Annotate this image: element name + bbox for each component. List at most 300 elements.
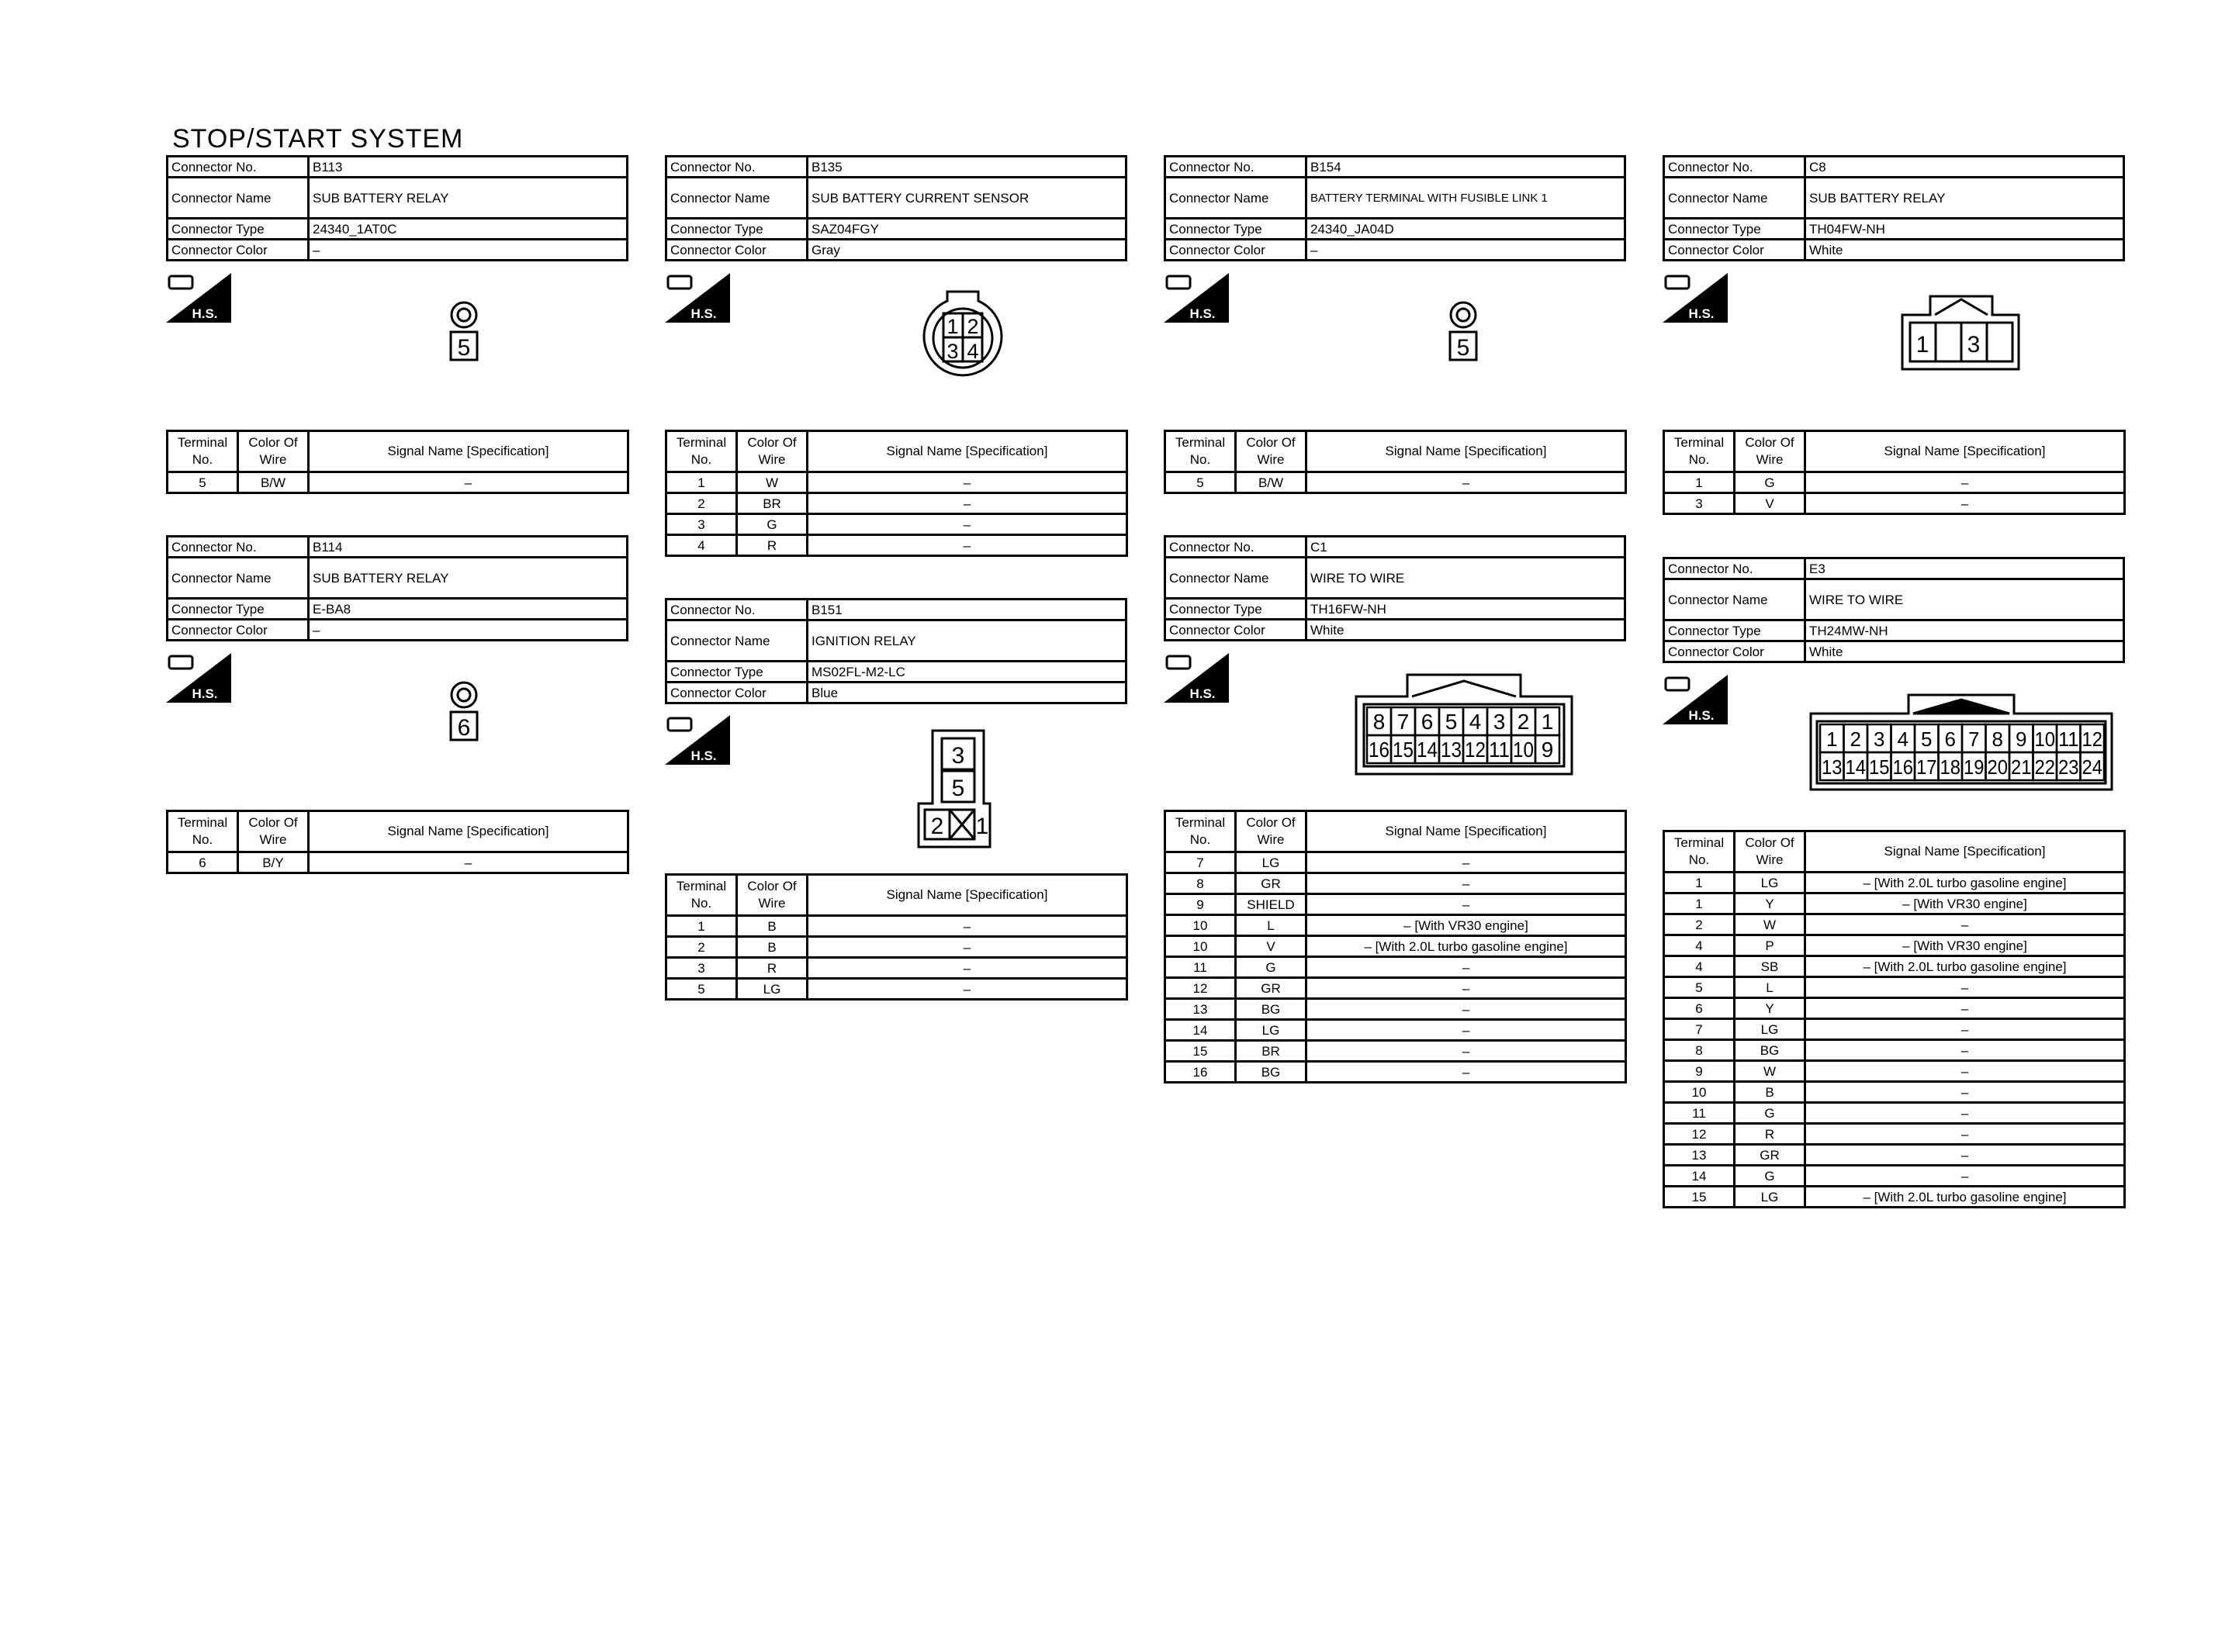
harness-side-icon [665,715,730,765]
table-row [666,514,1127,535]
label-connector-name: Connector Name [666,178,808,219]
pin-label: 8 [1372,710,1386,734]
table-row [1664,873,2125,893]
signal-name: – [808,979,1127,1000]
table-row [1664,1124,2125,1145]
terminal-no: 12 [1165,978,1236,999]
header-signal-name: Signal Name [Specification] [1805,831,2125,873]
connector-no: B114 [309,537,628,558]
pin-label: 15 [1869,755,1890,779]
header-color-of-wire: Color Of Wire [1236,811,1306,852]
connector-color: White [1306,620,1625,641]
harness-side-icon [166,653,231,703]
table-row [1664,1082,2125,1103]
terminal-no: 1 [1664,893,1735,914]
header-color-of-wire: Color Of Wire [1735,431,1805,472]
pin-label: 13 [1441,738,1462,762]
label-connector-no: Connector No. [1664,558,1805,579]
hs-label: H.S. [1189,306,1216,321]
connector-name: SUB BATTERY RELAY [1805,178,2124,219]
connector-color: – [309,620,628,641]
wire-color: G [1236,957,1306,978]
wire-color: SHIELD [1236,894,1306,915]
wire-color: V [1236,936,1306,957]
pin-label: 2 [1517,710,1530,734]
wire-color: G [1735,1166,1805,1187]
wire-color: LG [1735,1019,1805,1040]
wire-color: BG [1236,1062,1306,1083]
pin-label: 16 [1892,755,1913,779]
wire-color: B/Y [238,852,309,873]
signal-name: – [1805,998,2125,1019]
header-color-of-wire: Color Of Wire [737,875,808,916]
table-row [1165,957,1626,978]
hs-label: H.S. [192,686,218,701]
signal-name: – [1306,472,1626,493]
wire-color: LG [1735,1187,1805,1208]
table-row [666,979,1127,1000]
signal-name: – [With 2.0L turbo gasoline engine] [1805,956,2125,977]
signal-name: – [808,937,1127,958]
terminal-no: 1 [666,472,737,493]
connector-color: White [1805,641,2124,662]
signal-name: – [1306,1020,1626,1041]
label-connector-color: Connector Color [168,240,309,261]
wire-color: B [737,916,808,937]
terminal-no: 10 [1664,1082,1735,1103]
signal-name: – [1805,977,2125,998]
table-row [666,937,1127,958]
harness-side-icon [1164,653,1229,703]
wire-color: BG [1236,999,1306,1020]
label-connector-name: Connector Name [1664,579,1805,620]
pin-label: 3 [1967,332,1981,358]
connector-diagram-b113 [447,301,481,363]
harness-side-icon [1663,675,1728,724]
pin-label: 9 [2016,728,2027,751]
connector-type: MS02FL-M2-LC [808,662,1126,683]
header-color-of-wire: Color Of Wire [737,431,808,472]
terminal-no: 4 [1664,935,1735,956]
harness-side-icon [1164,273,1229,323]
terminal-no: 8 [1165,873,1236,894]
terminal-table-b114 [166,810,629,874]
table-row [1165,1041,1626,1062]
signal-name: – [1306,1062,1626,1083]
signal-name: – [1306,957,1626,978]
pin-label: 9 [1541,738,1554,762]
label-connector-no: Connector No. [666,157,808,178]
table-row [1165,936,1626,957]
terminal-no: 5 [1165,472,1236,493]
header-terminal-no: Terminal No. [1165,811,1236,852]
pin-label: 8 [1992,728,2003,751]
table-row [1664,893,2125,914]
signal-name: – [1805,1040,2125,1061]
hs-label: H.S. [1688,708,1715,723]
connector-type: 24340_1AT0C [309,219,628,240]
connector-info-b114 [166,535,628,641]
wire-color: Y [1735,893,1805,914]
pin-label: 5 [1921,728,1933,751]
terminal-no: 14 [1165,1020,1236,1041]
terminal-no: 3 [666,958,737,979]
terminal-table-b151 [665,873,1128,1001]
table-row [1664,1103,2125,1124]
terminal-no: 1 [1664,472,1735,493]
connector-no: B113 [309,157,628,178]
wire-color: B/W [1236,472,1306,493]
wire-color: V [1735,493,1805,514]
terminal-no: 10 [1165,936,1236,957]
wire-color: P [1735,935,1805,956]
terminal-no: 15 [1664,1187,1735,1208]
label-connector-color: Connector Color [1165,620,1306,641]
connector-diagram-c1 [1353,669,1575,777]
terminal-no: 1 [1664,873,1735,893]
wire-color: L [1236,915,1306,936]
connector-info-c1 [1164,535,1626,641]
connector-name: SUB BATTERY RELAY [309,558,628,599]
pin-label: 1 [1541,710,1554,734]
terminal-no: 15 [1165,1041,1236,1062]
connector-name: BATTERY TERMINAL WITH FUSIBLE LINK 1 [1306,178,1625,219]
label-connector-type: Connector Type [168,599,309,620]
signal-name: – [808,535,1127,556]
wire-color: B [737,937,808,958]
terminal-no: 7 [1165,852,1236,873]
wire-color: BG [1735,1040,1805,1061]
signal-name: – [1805,493,2125,514]
header-color-of-wire: Color Of Wire [1236,431,1306,472]
terminal-table-e3 [1663,830,2126,1208]
label-connector-color: Connector Color [666,240,808,261]
terminal-no: 5 [168,472,238,493]
terminal-no: 6 [168,852,238,873]
table-row [1165,873,1626,894]
connector-color: Blue [808,683,1126,703]
terminal-no: 5 [666,979,737,1000]
table-row [1165,915,1626,936]
label-connector-no: Connector No. [1165,537,1306,558]
connector-name: SUB BATTERY CURRENT SENSOR [808,178,1126,219]
signal-name: – [1805,1103,2125,1124]
terminal-no: 4 [1664,956,1735,977]
wire-color: GR [1236,978,1306,999]
connector-info-c8 [1663,155,2125,261]
label-connector-no: Connector No. [666,600,808,620]
pin-label: 3 [946,340,959,363]
table-row [1664,1040,2125,1061]
pin-label: 6 [1944,728,1956,751]
header-terminal-no: Terminal No. [168,431,238,472]
terminal-no: 2 [666,493,737,514]
harness-side-icon [1663,273,1728,323]
connector-color: Gray [808,240,1126,261]
signal-name: – [309,852,628,873]
terminal-no: 11 [1165,957,1236,978]
label-connector-name: Connector Name [168,178,309,219]
table-row [1664,977,2125,998]
terminal-table-c8 [1663,430,2126,515]
pin-label: 24 [2082,755,2102,779]
terminal-no: 2 [1664,914,1735,935]
pin-label: 5 [951,776,965,801]
signal-name: – [808,916,1127,937]
signal-name: – [1805,1061,2125,1082]
terminal-no: 11 [1664,1103,1735,1124]
terminal-table-b113 [166,430,629,494]
connector-no: B151 [808,600,1126,620]
signal-name: – [309,472,628,493]
hs-label: H.S. [690,306,717,321]
connector-diagram-b151 [915,728,1009,852]
signal-name: – [With VR30 engine] [1805,935,2125,956]
signal-name: – [1306,978,1626,999]
table-row [1664,1019,2125,1040]
terminal-no: 5 [1664,977,1735,998]
header-terminal-no: Terminal No. [1664,431,1735,472]
header-terminal-no: Terminal No. [666,431,737,472]
pin-label: 3 [951,743,965,769]
pin-label: 5 [457,335,471,361]
hs-label: H.S. [1189,686,1216,701]
table-row [1664,472,2125,493]
label-connector-no: Connector No. [1165,157,1306,178]
signal-name: – [1805,1166,2125,1187]
connector-diagram-b154 [1446,301,1480,363]
label-connector-type: Connector Type [1664,620,1805,641]
header-signal-name: Signal Name [Specification] [1306,811,1626,852]
connector-no: B154 [1306,157,1625,178]
header-terminal-no: Terminal No. [1165,431,1236,472]
connector-color: – [309,240,628,261]
label-connector-color: Connector Color [1664,240,1805,261]
wire-color: W [1735,1061,1805,1082]
wire-color: W [737,472,808,493]
signal-name: – [1306,873,1626,894]
signal-name: – [808,514,1127,535]
header-color-of-wire: Color Of Wire [238,431,309,472]
label-connector-type: Connector Type [1664,219,1805,240]
hs-label: H.S. [690,748,717,763]
pin-label: 1 [975,814,989,839]
wire-color: G [1735,1103,1805,1124]
wire-color: R [737,535,808,556]
label-connector-color: Connector Color [1664,641,1805,662]
table-row [1165,472,1626,493]
pin-label: 4 [1469,710,1482,734]
signal-name: – [808,958,1127,979]
header-color-of-wire: Color Of Wire [238,811,309,852]
pin-label: 7 [1396,710,1410,734]
pin-label: 13 [1822,755,1843,779]
table-row [666,535,1127,556]
connector-color: – [1306,240,1625,261]
connector-name: IGNITION RELAY [808,620,1126,662]
connector-no: C8 [1805,157,2124,178]
pin-label: 19 [1964,755,1985,779]
table-row [1165,1062,1626,1083]
pin-label: 20 [1987,755,2008,779]
connector-no: B135 [808,157,1126,178]
label-connector-name: Connector Name [666,620,808,662]
label-connector-no: Connector No. [168,537,309,558]
label-connector-type: Connector Type [168,219,309,240]
pin-label: 7 [1968,728,1980,751]
connector-info-b113 [166,155,628,261]
pin-label: 21 [2011,755,2032,779]
connector-color: White [1805,240,2124,261]
terminal-no: 14 [1664,1166,1735,1187]
terminal-no: 13 [1664,1145,1735,1166]
table-row [1165,1020,1626,1041]
header-signal-name: Signal Name [Specification] [808,875,1127,916]
connector-no: C1 [1306,537,1625,558]
page-title: STOP/START SYSTEM [172,124,464,154]
connector-info-b154 [1164,155,1626,261]
table-row [1165,978,1626,999]
pin-label: 1 [1826,728,1838,751]
pin-label: 6 [1421,710,1434,734]
terminal-no: 9 [1664,1061,1735,1082]
terminal-table-b135 [665,430,1128,557]
signal-name: – [1805,1145,2125,1166]
connector-type: SAZ04FGY [808,219,1126,240]
label-connector-type: Connector Type [1165,599,1306,620]
pin-label: 1 [1915,332,1929,358]
pin-label: 4 [1897,728,1909,751]
pin-label: 2 [1850,728,1861,751]
wire-color: G [737,514,808,535]
hs-label: H.S. [192,306,218,321]
pin-label: 1 [946,315,959,338]
connector-name: SUB BATTERY RELAY [309,178,628,219]
label-connector-no: Connector No. [168,157,309,178]
table-row [1165,999,1626,1020]
terminal-no: 10 [1165,915,1236,936]
wire-color: LG [1236,852,1306,873]
wire-color: B [1735,1082,1805,1103]
pin-label: 15 [1393,738,1414,762]
pin-label: 11 [2058,728,2079,751]
header-signal-name: Signal Name [Specification] [808,431,1127,472]
signal-name: – [1805,1019,2125,1040]
label-connector-color: Connector Color [666,683,808,703]
wire-color: LG [737,979,808,1000]
pin-label: 2 [967,315,979,338]
connector-type: 24340_JA04D [1306,219,1625,240]
connector-no: E3 [1805,558,2124,579]
wire-color: GR [1735,1145,1805,1166]
signal-name: – [1306,1041,1626,1062]
signal-name: – [With 2.0L turbo gasoline engine] [1805,1187,2125,1208]
wire-color: B/W [238,472,309,493]
wire-color: W [1735,914,1805,935]
signal-name: – [1805,1124,2125,1145]
wire-color: LG [1236,1020,1306,1041]
label-connector-name: Connector Name [1664,178,1805,219]
label-connector-type: Connector Type [1165,219,1306,240]
wire-color: G [1735,472,1805,493]
table-row [1165,852,1626,873]
terminal-no: 6 [1664,998,1735,1019]
signal-name: – [1805,914,2125,935]
connector-diagram-b135 [920,287,1005,380]
table-row [1165,894,1626,915]
table-row [1664,1187,2125,1208]
pin-label: 12 [2082,728,2102,751]
pin-label: 6 [457,715,471,741]
label-connector-type: Connector Type [666,219,808,240]
header-signal-name: Signal Name [Specification] [1306,431,1626,472]
connector-info-e3 [1663,557,2125,663]
terminal-no: 2 [666,937,737,958]
wire-color: R [737,958,808,979]
pin-label: 17 [1916,755,1937,779]
table-row [1664,935,2125,956]
terminal-no: 4 [666,535,737,556]
pin-label: 12 [1465,738,1486,762]
connector-name: WIRE TO WIRE [1306,558,1625,599]
signal-name: – [With VR30 engine] [1805,893,2125,914]
table-row [666,472,1127,493]
connector-type: TH04FW-NH [1805,219,2124,240]
wire-color: Y [1735,998,1805,1019]
connector-type: TH24MW-NH [1805,620,2124,641]
header-terminal-no: Terminal No. [1664,831,1735,873]
label-connector-name: Connector Name [168,558,309,599]
hs-label: H.S. [1688,306,1715,321]
harness-side-icon [166,273,231,323]
signal-name: – [808,472,1127,493]
connector-diagram-c8 [1899,292,2023,372]
header-terminal-no: Terminal No. [666,875,737,916]
terminal-no: 16 [1165,1062,1236,1083]
terminal-no: 1 [666,916,737,937]
pin-label: 14 [1417,738,1438,762]
wire-color: R [1735,1124,1805,1145]
wire-color: BR [737,493,808,514]
signal-name: – [1306,894,1626,915]
harness-side-icon [665,273,730,323]
terminal-no: 3 [1664,493,1735,514]
pin-label: 11 [1489,738,1510,762]
table-row [666,493,1127,514]
table-row [1664,998,2125,1019]
label-connector-color: Connector Color [168,620,309,641]
pin-label: 10 [1513,738,1534,762]
pin-label: 16 [1369,738,1389,762]
terminal-no: 13 [1165,999,1236,1020]
header-signal-name: Signal Name [Specification] [1805,431,2125,472]
terminal-no: 7 [1664,1019,1735,1040]
pin-label: 22 [2034,755,2055,779]
label-connector-no: Connector No. [1664,157,1805,178]
wire-color: GR [1236,873,1306,894]
table-row [1664,956,2125,977]
connector-info-b135 [665,155,1127,261]
label-connector-name: Connector Name [1165,178,1306,219]
table-row [666,958,1127,979]
terminal-no: 8 [1664,1040,1735,1061]
terminal-no: 3 [666,514,737,535]
signal-name: – [With VR30 engine] [1306,915,1626,936]
signal-name: – [With 2.0L turbo gasoline engine] [1805,873,2125,893]
table-row [1664,914,2125,935]
table-row [1664,1145,2125,1166]
header-signal-name: Signal Name [Specification] [309,431,628,472]
